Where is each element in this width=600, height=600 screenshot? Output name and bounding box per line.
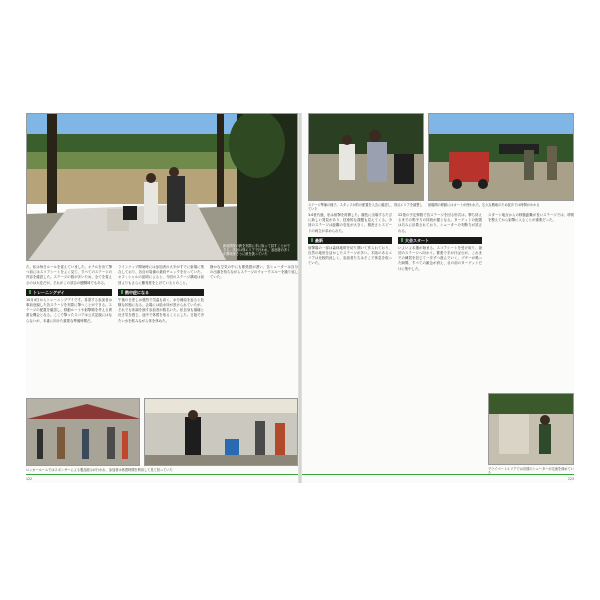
paragraph: た。私は毎日ルールを覚えていました。ホテルを出て撃つ前にはスコアシートをよく見て、すべてのステージの内容を確認した。ステージの数が多いため、全てを覚えるのは大変だが、それがこの試合の醍醐味でもある。 xyxy=(26,265,112,285)
left-text-column-3 xyxy=(210,265,298,395)
page-number-right: 123 xyxy=(567,477,574,481)
bottom-right-caption: プライベートエリアでは各国のシューターが交流を深めていた xyxy=(488,467,574,475)
paragraph: 10月4日からトレーニングデイです。希望する参加者は事前登録した各ステージを実際に撃つことができる。ステージの配置を確認し、移動ルートや射撃順を考える貴重な機会となる。ここで撃ったスコアは公式記録にはならないが、本番に向けた重要な準備時間だ。 xyxy=(26,297,112,323)
paragraph: 午後の日差しは強烈で気温も高く、水分補給を怠ると危険な状態になる。会場には給水所が設けられていたが、それでも体調を崩す参加者が数名いた。私自身も頭痛と吐き気を感じ、途中で休憩を取ることにした。日陰で冷たい水を飲みながら体を休めた。 xyxy=(118,297,204,323)
section-heading-start: 大会スタート xyxy=(398,237,482,244)
bottom-left-caption: ロッカールームではスポンサーによる製品展示が行われ、参加者は休憩時間を利用して見て回っていた xyxy=(26,468,173,472)
top-left-photo-caption: ステージ準備の様子。スタッフが的の配置を入念に確認し、得点エリアを調整していた xyxy=(308,203,423,211)
section-heading-training: トレーニングデイ xyxy=(26,289,112,296)
hero-photo-range xyxy=(26,113,298,261)
paragraph: スタート地点からの移動距離が長いステージでは、呼吸を整えてから射撃に入ることが重要だった。 xyxy=(488,213,574,223)
top-right-photo-caption: 射場間の移動にはカートが使われた。広大な敷地のため徒歩では時間がかかる xyxy=(428,203,540,207)
page-rule-left xyxy=(26,474,298,475)
right-text-column-2 xyxy=(398,213,482,471)
section-heading-latest: 最新 xyxy=(308,237,392,244)
paragraph: 静かな空気の中にも緊張感が漂い、各シューターは自分の出番を待ちながらステージのウォークスルーを繰り返していた。 xyxy=(210,265,298,280)
left-text-column-1 xyxy=(26,265,112,395)
paragraph: 22発の予定弾数で各ステージを回る形式は、撃ち終えるまでの集中力の持続が鍵となる。ターゲットの配置は巧みに計算されており、シューターの判断力が試される。 xyxy=(398,213,482,233)
magazine-spread xyxy=(26,113,574,483)
photo-private-area xyxy=(488,393,574,465)
right-text-column-3 xyxy=(488,213,574,391)
page-number-left: 122 xyxy=(26,477,33,481)
hero-photo-image xyxy=(27,114,298,261)
left-page xyxy=(26,113,298,483)
paragraph: いよいよ本選が始まる。スコアシートを受け取り、最初のステージへ向かう。緊張で手が汗ばむが、これまでの練習を信じて一歩ずつ進んでいく。ブザーが鳴った瞬間、すべての雑念が消え、目の前のターゲットだけに集中した。 xyxy=(398,245,482,271)
photo-stage-staff xyxy=(308,113,424,201)
photo-product-display xyxy=(144,398,298,466)
right-page xyxy=(302,113,574,483)
right-text-column-1 xyxy=(308,213,392,471)
photo-cart xyxy=(428,113,574,201)
photo-tent-area xyxy=(26,398,140,466)
paragraph: 射撃場の一部は森林地帯を切り開いて作られており、自然の地形を活かしたステージが多い。木陰のあるエリアは比較的涼しく、参加者たちはそこで休息を取っていた。 xyxy=(308,245,392,266)
paragraph: 3.6世代後、私は射撃を再開した。競技に出場するたびに新しい発見があり、技術的な課題も見えてくる。今回のステージは距離の変化が大きく、精密さとスピードの両立が求められた。 xyxy=(308,213,392,233)
paragraph: ラインナップ開始時には参加者の大半がすでに射場に集合しており、各自が装備の最終チェックを行っていた。オフィシャルの説明によると、今回のステージ構成は前回よりもさらに難易度を上げているとのこと。 xyxy=(118,265,204,285)
hero-photo-caption: 新規開発の銃を実際に手に取って試すことができる。試射は別エリアで行われ、参加者の多くが興味深そうに銃を扱っていた xyxy=(223,244,291,256)
page-rule-right xyxy=(302,474,574,475)
section-heading-heat: 熱中症になる xyxy=(118,289,204,296)
left-text-column-2 xyxy=(118,265,204,395)
